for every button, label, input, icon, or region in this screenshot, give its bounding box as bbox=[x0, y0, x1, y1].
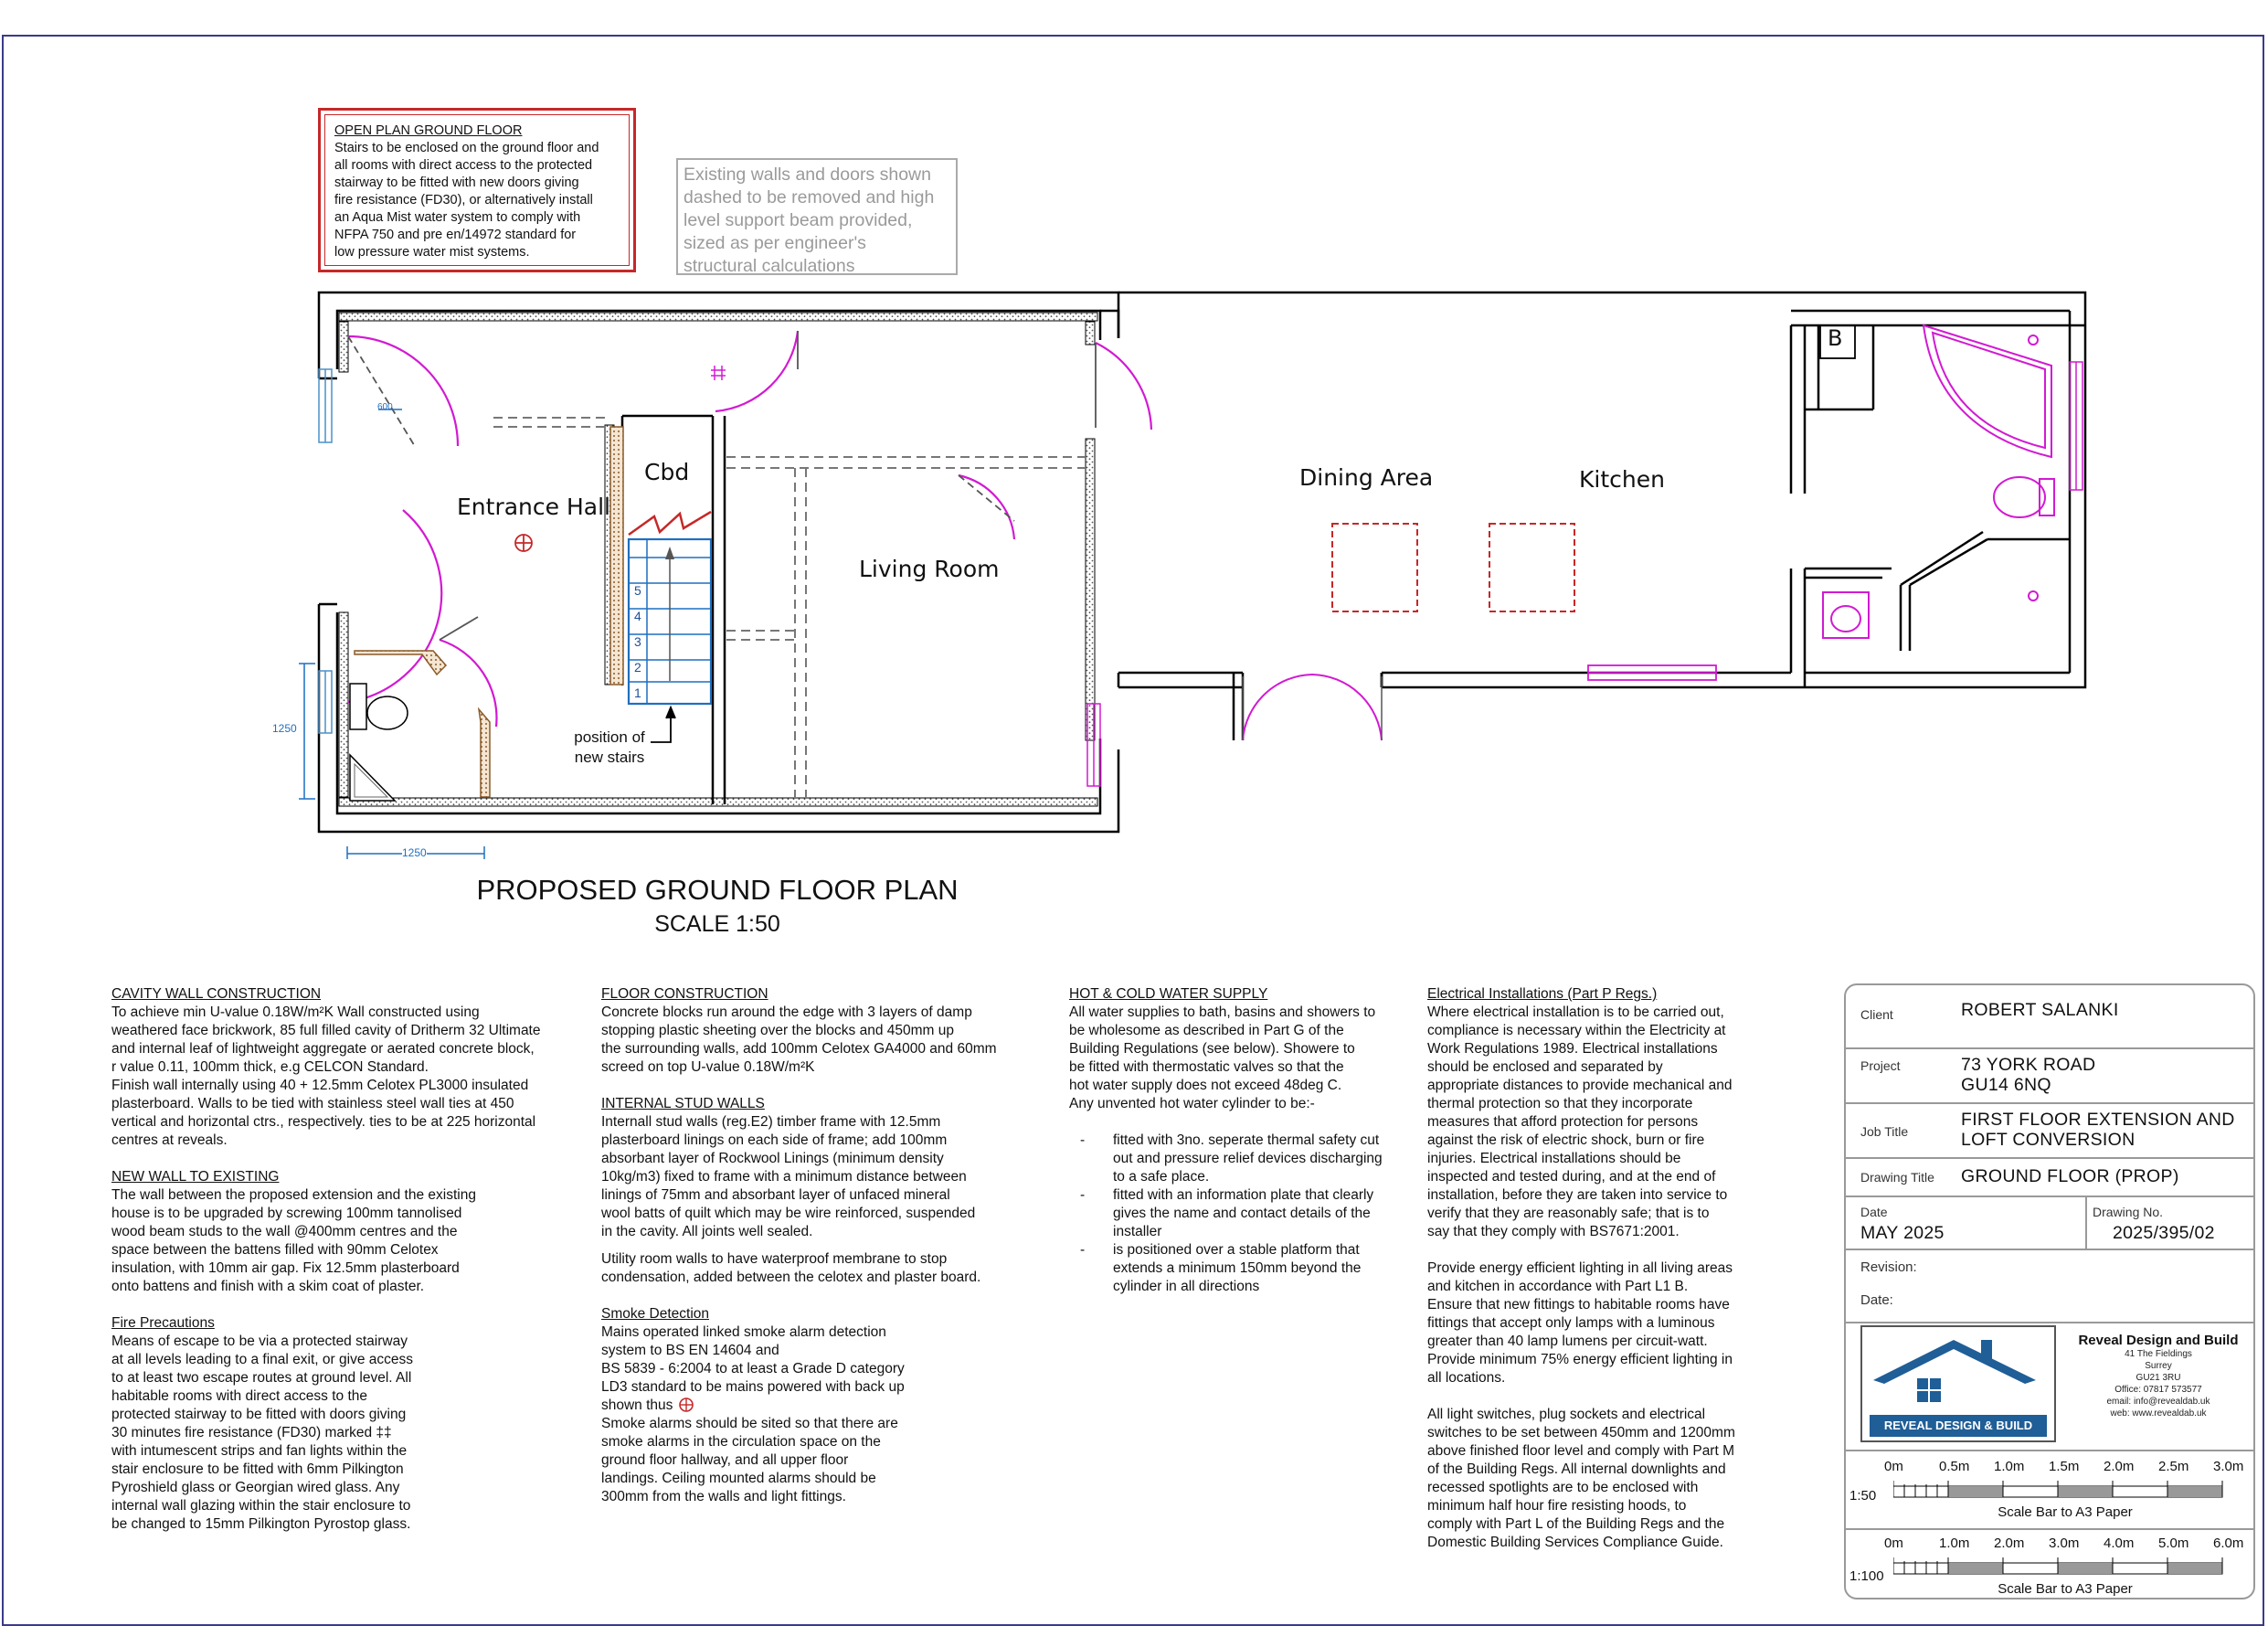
stud-line: in the cavity. All joints well sealed. bbox=[601, 1224, 813, 1239]
electrical-line: injuries. Electrical installations should be bbox=[1427, 1151, 1681, 1166]
open-plan-note-title: OPEN PLAN GROUND FLOOR bbox=[334, 123, 523, 138]
scale-tick-label: 2.5m bbox=[2158, 1459, 2189, 1474]
scale-ratio: 1:50 bbox=[1849, 1488, 1877, 1504]
fire-line: 30 minutes fire resistance (FD30) marked ‡‡ bbox=[111, 1425, 392, 1440]
water-bullet-line: cylinder in all directions bbox=[1113, 1279, 1260, 1294]
company-address-line: web: www.revealdab.uk bbox=[2110, 1408, 2207, 1419]
scale-bar-graphic bbox=[1893, 1477, 2241, 1504]
scale-caption: Scale Bar to A3 Paper bbox=[1998, 1504, 2133, 1520]
client-row bbox=[1846, 985, 2253, 1049]
dining-table-markers bbox=[1332, 524, 1574, 611]
door-swings bbox=[348, 331, 1151, 727]
stair-step-number: 3 bbox=[634, 634, 641, 649]
company-name: Reveal Design and Build bbox=[2078, 1333, 2239, 1348]
electrical-line: verify that they are reasonably safe; that is to bbox=[1427, 1206, 1710, 1221]
room-label-entrance-hall: Entrance Hall bbox=[457, 494, 610, 520]
new-wall-line: wood beam studs to the wall @400mm centres and the bbox=[111, 1224, 458, 1239]
lighting-line: all locations. bbox=[1427, 1370, 1506, 1386]
electrical-line: installation, before they are taken into service to bbox=[1427, 1187, 1728, 1203]
existing-walls-note bbox=[676, 158, 958, 275]
new-stairs-label-line: position of bbox=[574, 728, 645, 746]
rear-window bbox=[1588, 665, 1716, 680]
title-block bbox=[1844, 983, 2255, 1599]
company-address-line: 41 The Fieldings bbox=[2125, 1349, 2192, 1359]
water-line: All water supplies to bath, basins and showers to bbox=[1069, 1004, 1376, 1020]
utility-line: condensation, added between the celotex and plaster board. bbox=[601, 1270, 981, 1285]
new-wall-line: house is to be upgraded by screwing 100mm tannolised bbox=[111, 1206, 462, 1221]
room-label-dining-area: Dining Area bbox=[1299, 464, 1434, 491]
switch-line: comply with Part L of the Building Regs and the bbox=[1427, 1516, 1725, 1532]
project-row bbox=[1846, 1049, 2253, 1104]
scale-bar-graphic bbox=[1893, 1554, 2241, 1581]
scale-tick-label: 1.0m bbox=[1994, 1459, 2025, 1474]
smoke-line: Mains operated linked smoke alarm detection bbox=[601, 1324, 886, 1340]
room-label-cbd: Cbd bbox=[644, 459, 690, 485]
water-bullet-line: extends a minimum 150mm beyond the bbox=[1113, 1260, 1362, 1276]
water-line: be wholesome as described in Part G of the bbox=[1069, 1023, 1344, 1038]
company-address-line: Surrey bbox=[2145, 1361, 2172, 1371]
scale-tick-label: 1.0m bbox=[1939, 1536, 1970, 1551]
drawing-no-value: 2025/395/02 bbox=[2113, 1223, 2215, 1243]
stud-heading: INTERNAL STUD WALLS bbox=[601, 1096, 765, 1111]
water-bullet-line: gives the name and contact details of the bbox=[1113, 1206, 1371, 1221]
cavity-wall-line: plasterboard. Walls to be tied with stainless steel wall ties at 450 bbox=[111, 1096, 514, 1111]
water-bullet-line: - fitted with 3no. seperate thermal safety cut bbox=[1113, 1132, 1380, 1148]
stair-step-number: 5 bbox=[634, 583, 641, 598]
floor-line: stopping plastic sheeting over the blocks and 450mm up bbox=[601, 1023, 955, 1038]
new-wall-line: insulation, with 10mm air gap. Fix 12.5mm plasterboard bbox=[111, 1260, 460, 1276]
open-plan-note bbox=[318, 108, 636, 272]
electrical-line: thermal protection so that they incorporate bbox=[1427, 1096, 1693, 1111]
date-row bbox=[1846, 1197, 2253, 1250]
water-line: Any unvented hot water cylinder to be:- bbox=[1069, 1096, 1315, 1111]
water-line: be fitted with thermostatic valves so that the bbox=[1069, 1059, 1344, 1075]
open-plan-note-line: Stairs to be enclosed on the ground floor and bbox=[334, 141, 599, 155]
spec-column-2 bbox=[601, 985, 1076, 1506]
smoke-line: BS 5839 - 6:2004 to at least a Grade D category bbox=[601, 1361, 905, 1376]
stair-step-number: 4 bbox=[634, 609, 641, 623]
utility-line: Utility room walls to have waterproof membrane to stop bbox=[601, 1251, 948, 1267]
electrical-line: Where electrical installation is to be carried out, bbox=[1427, 1004, 1724, 1020]
cavity-wall-line: and internal leaf of lightweight aggregate or aerated concrete block, bbox=[111, 1041, 535, 1057]
job-title-line: LOFT CONVERSION bbox=[1961, 1130, 2136, 1150]
switch-line: All light switches, plug sockets and electrical bbox=[1427, 1407, 1706, 1422]
smoke-alarm-symbol bbox=[515, 535, 532, 551]
water-bullet-line: - fitted with an information plate that clearly bbox=[1113, 1187, 1374, 1203]
smoke-alarm-icon bbox=[677, 1397, 695, 1413]
new-stairs-label bbox=[559, 728, 660, 768]
spec-column-3 bbox=[1069, 985, 1407, 1296]
side-window bbox=[1087, 362, 2083, 786]
stud-line: absorbant layer of Rockwool Linings (minimum density bbox=[601, 1151, 944, 1166]
scale-bar-1-50 bbox=[1846, 1451, 2253, 1525]
scale-tick-label: 0m bbox=[1884, 1536, 1903, 1551]
existing-walls-note-line: structural calculations bbox=[684, 256, 855, 276]
switch-line: of the Building Regs. All internal downlights and bbox=[1427, 1461, 1726, 1477]
fire-line: be changed to 15mm Pilkington Pyrostop glass. bbox=[111, 1516, 411, 1532]
smoke-line: shown thus bbox=[601, 1398, 673, 1413]
stud-line: linings of 75mm and absorbant layer of unfaced mineral bbox=[601, 1187, 950, 1203]
electrical-line: Work Regulations 1989. Electrical installations bbox=[1427, 1041, 1718, 1057]
fire-line: Pyroshield glass or Georgian wired glass. Any bbox=[111, 1480, 400, 1495]
smoke-line: landings. Ceiling mounted alarms should be bbox=[601, 1471, 876, 1486]
company-address-line: email: info@revealdab.uk bbox=[2106, 1397, 2210, 1407]
fire-line: protected stairway to be fitted with doors giving bbox=[111, 1407, 407, 1422]
water-bullet bbox=[1069, 1186, 1407, 1241]
open-plan-note-line: NFPA 750 and pre en/14972 standard for bbox=[334, 228, 577, 242]
scale-tick-label: 3.0m bbox=[2049, 1536, 2080, 1551]
cavity-wall-line: r value 0.11, 100mm thick, e.g CELCON Standard. bbox=[111, 1059, 429, 1075]
project-line: 73 YORK ROAD bbox=[1961, 1055, 2096, 1075]
switch-line: switches to be set between 450mm and 1200mm bbox=[1427, 1425, 1735, 1440]
drawing-title-value: GROUND FLOOR (PROP) bbox=[1961, 1166, 2179, 1186]
fire-heading: Fire Precautions bbox=[111, 1315, 215, 1331]
lighting-line: Provide energy efficient lighting in all living areas bbox=[1427, 1260, 1733, 1276]
plan-scale: SCALE 1:50 bbox=[654, 911, 780, 937]
dimension-lines bbox=[299, 409, 484, 859]
water-bullet-line: installer bbox=[1113, 1224, 1162, 1239]
fire-door-mark-symbol bbox=[711, 366, 726, 380]
existing-walls-note-line: Existing walls and doors shown bbox=[684, 165, 931, 185]
company-address-line: GU21 3RU bbox=[2136, 1373, 2181, 1383]
existing-walls-note-line: sized as per engineer's bbox=[684, 233, 866, 253]
room-label-living-room: Living Room bbox=[859, 556, 1000, 582]
revision-label: Revision: bbox=[1860, 1259, 1917, 1275]
company-details bbox=[2067, 1333, 2250, 1419]
new-wall-heading: NEW WALL TO EXISTING bbox=[111, 1169, 280, 1185]
company-logo bbox=[1860, 1325, 2056, 1442]
room-label-boiler: B bbox=[1828, 325, 1843, 351]
cloakroom bbox=[350, 651, 490, 801]
drawing-title-row bbox=[1846, 1159, 2253, 1197]
dimension-vertical: 1250 bbox=[272, 722, 297, 735]
lighting-line: fittings that accept only lamps with a luminous bbox=[1427, 1315, 1715, 1331]
lighting-line: greater than 40 lamp lumens per circuit-watt. bbox=[1427, 1334, 1708, 1349]
switch-line: Domestic Building Services Compliance Guide. bbox=[1427, 1535, 1723, 1550]
fire-line: Means of escape to be via a protected stairway bbox=[111, 1334, 408, 1349]
scale-ratio: 1:100 bbox=[1849, 1568, 1884, 1584]
revision-date-label: Date: bbox=[1860, 1292, 1893, 1308]
electrical-line: say that they comply with BS7671:2001. bbox=[1427, 1224, 1680, 1239]
smoke-line: 300mm from the walls and light fittings. bbox=[601, 1489, 846, 1504]
scale-caption: Scale Bar to A3 Paper bbox=[1998, 1581, 2133, 1597]
water-heading: HOT & COLD WATER SUPPLY bbox=[1069, 986, 1268, 1002]
water-bullet bbox=[1069, 1132, 1407, 1186]
room-label-kitchen: Kitchen bbox=[1579, 466, 1665, 493]
smoke-line: LD3 standard to be mains powered with back up bbox=[601, 1379, 905, 1395]
spec-column-1 bbox=[111, 985, 587, 1534]
water-bullet-line: out and pressure relief devices discharging bbox=[1113, 1151, 1383, 1166]
lighting-line: Provide minimum 75% energy efficient lighting in bbox=[1427, 1352, 1733, 1367]
floor-line: Concrete blocks run around the edge with 3 layers of damp bbox=[601, 1004, 972, 1020]
stair-step-number: 1 bbox=[634, 685, 641, 700]
date-label: Date bbox=[1860, 1205, 1888, 1219]
scale-tick-label: 0.5m bbox=[1939, 1459, 1970, 1474]
new-wall-line: onto battens and finish with a skim coat of plaster. bbox=[111, 1279, 425, 1294]
new-wall-line: space between the battens filled with 90mm Celotex bbox=[111, 1242, 439, 1258]
water-bullet bbox=[1069, 1241, 1407, 1296]
electrical-line: against the risk of electric shock, burn or fire bbox=[1427, 1132, 1705, 1148]
scale-bar-1-100 bbox=[1846, 1532, 2253, 1601]
cavity-wall-heading: CAVITY WALL CONSTRUCTION bbox=[111, 986, 322, 1002]
cavity-wall-line: Finish wall internally using 40 + 12.5mm Celotex PL3000 insulated bbox=[111, 1078, 529, 1093]
scale-tick-label: 2.0m bbox=[1994, 1536, 2025, 1551]
stud-line: Internall stud walls (reg.E2) timber frame with 12.5mm bbox=[601, 1114, 941, 1130]
job-title-label: Job Title bbox=[1860, 1124, 1909, 1139]
spec-column-4 bbox=[1427, 985, 1802, 1552]
water-bullet-line: to a safe place. bbox=[1113, 1169, 1210, 1185]
date-value: MAY 2025 bbox=[1860, 1223, 1945, 1243]
existing-walls-note-line: dashed to be removed and high bbox=[684, 187, 935, 207]
fire-line: habitable rooms with direct access to the bbox=[111, 1388, 367, 1404]
electrical-line: measures that afford protection for persons bbox=[1427, 1114, 1699, 1130]
water-line: Building Regulations (see below). Showere to bbox=[1069, 1041, 1355, 1057]
electrical-line: inspected and tested during, and at the end of bbox=[1427, 1169, 1716, 1185]
water-bullet-line: - is positioned over a stable platform that bbox=[1113, 1242, 1360, 1258]
fire-line: at all levels leading to a final exit, or give access bbox=[111, 1352, 413, 1367]
scale-tick-label: 0m bbox=[1884, 1459, 1903, 1474]
open-plan-note-line: all rooms with direct access to the protected bbox=[334, 158, 593, 173]
switch-line: minimum half hour fire resisting hoods, to bbox=[1427, 1498, 1687, 1514]
smoke-line: ground floor hallway, and all upper floor bbox=[601, 1452, 849, 1468]
lighting-line: Ensure that new fittings to habitable rooms have bbox=[1427, 1297, 1730, 1312]
drawing-title-label: Drawing Title bbox=[1860, 1170, 1934, 1185]
scale-tick-label: 5.0m bbox=[2158, 1536, 2189, 1551]
water-bullet-list bbox=[1069, 1132, 1407, 1296]
switch-line: recessed spotlights are to be enclosed with bbox=[1427, 1480, 1699, 1495]
cavity-wall-line: weathered face brickwork, 85 full filled cavity of Dritherm 32 Ultimate bbox=[111, 1023, 541, 1038]
open-plan-note-line: fire resistance (FD30), or alternatively install bbox=[334, 193, 593, 207]
project-line: GU14 6NQ bbox=[1961, 1075, 2051, 1095]
scale-tick-label: 1.5m bbox=[2049, 1459, 2080, 1474]
fire-line: with intumescent strips and fan lights within the bbox=[111, 1443, 408, 1459]
plan-title: PROPOSED GROUND FLOOR PLAN bbox=[476, 874, 959, 906]
smoke-line: smoke alarms in the circulation space on the bbox=[601, 1434, 881, 1450]
job-title-value bbox=[1961, 1110, 2235, 1150]
switch-line: above finished floor level and comply with Part M bbox=[1427, 1443, 1734, 1459]
stair-step-number: 2 bbox=[634, 660, 641, 675]
bathroom-fittings bbox=[1823, 325, 2054, 638]
open-plan-note-line: stairway to be fitted with new doors giving bbox=[334, 175, 579, 190]
electrical-heading: Electrical Installations (Part P Regs.) bbox=[1427, 986, 1658, 1002]
bifold-doors bbox=[1243, 675, 1382, 740]
logo-text: REVEAL DESIGN & BUILD bbox=[1883, 1419, 2033, 1432]
open-plan-note-line: low pressure water mist systems. bbox=[334, 245, 530, 260]
floor-line: screed on top U-value 0.18W/m²K bbox=[601, 1059, 815, 1075]
new-wall-line: The wall between the proposed extension and the existing bbox=[111, 1187, 476, 1203]
client-value: ROBERT SALANKI bbox=[1961, 1000, 2119, 1020]
cavity-wall-line: centres at reveals. bbox=[111, 1132, 228, 1148]
electrical-line: appropriate distances to provide mechanical and bbox=[1427, 1078, 1733, 1093]
cavity-wall-line: vertical and horizontal ctrs., respectively. ties to be at 225 horizontal bbox=[111, 1114, 536, 1130]
smoke-line: Smoke alarms should be sited so that there are bbox=[601, 1416, 898, 1431]
scale-tick-label: 2.0m bbox=[2104, 1459, 2135, 1474]
water-line: hot water supply does not exceed 48deg C. bbox=[1069, 1078, 1342, 1093]
project-label: Project bbox=[1860, 1058, 1901, 1073]
job-title-line: FIRST FLOOR EXTENSION AND bbox=[1961, 1110, 2235, 1130]
front-windows bbox=[319, 369, 332, 733]
stud-line: wool batts of quilt which may be wire reinforced, suspended bbox=[601, 1206, 976, 1221]
floor-line: the surrounding walls, add 100mm Celotex GA4000 and 60mm bbox=[601, 1041, 997, 1057]
revision-row bbox=[1846, 1250, 2253, 1323]
company-address-line: Office: 07817 573577 bbox=[2114, 1385, 2202, 1395]
fire-line: internal wall glazing within the stair enclosure to bbox=[111, 1498, 411, 1514]
new-stairs-label-line: new stairs bbox=[574, 749, 645, 766]
stud-line: plasterboard linings on each side of frame; add 100mm bbox=[601, 1132, 948, 1148]
dimension-small: 600 bbox=[377, 402, 393, 412]
scale-tick-label: 6.0m bbox=[2213, 1536, 2244, 1551]
electrical-line: compliance is necessary within the Electricity at bbox=[1427, 1023, 1726, 1038]
floor-heading: FLOOR CONSTRUCTION bbox=[601, 986, 768, 1002]
electrical-line: should be enclosed and separated by bbox=[1427, 1059, 1663, 1075]
stud-line: 10kg/m3) fixed to frame with a minimum distance between bbox=[601, 1169, 967, 1185]
smoke-heading: Smoke Detection bbox=[601, 1306, 710, 1322]
dimension-horizontal: 1250 bbox=[402, 846, 427, 859]
existing-walls-note-line: level support beam provided, bbox=[684, 210, 913, 230]
job-title-row bbox=[1846, 1104, 2253, 1159]
project-value bbox=[1961, 1055, 2095, 1095]
smoke-line: system to BS EN 14604 and bbox=[601, 1343, 779, 1358]
cavity-wall-line: To achieve min U-value 0.18W/m²K Wall constructed using bbox=[111, 1004, 480, 1020]
stair-step-numbers bbox=[634, 578, 641, 706]
scale-tick-label: 4.0m bbox=[2104, 1536, 2135, 1551]
fire-line: to at least two escape routes at ground level. All bbox=[111, 1370, 412, 1386]
drawing-no-label: Drawing No. bbox=[2093, 1205, 2164, 1219]
client-label: Client bbox=[1860, 1007, 1893, 1022]
lighting-line: and kitchen in accordance with Part L1 B. bbox=[1427, 1279, 1689, 1294]
fire-line: stair enclosure to be fitted with 6mm Pilkington bbox=[111, 1461, 404, 1477]
scale-tick-label: 3.0m bbox=[2213, 1459, 2244, 1474]
open-plan-note-line: an Aqua Mist water system to comply with bbox=[334, 210, 581, 225]
